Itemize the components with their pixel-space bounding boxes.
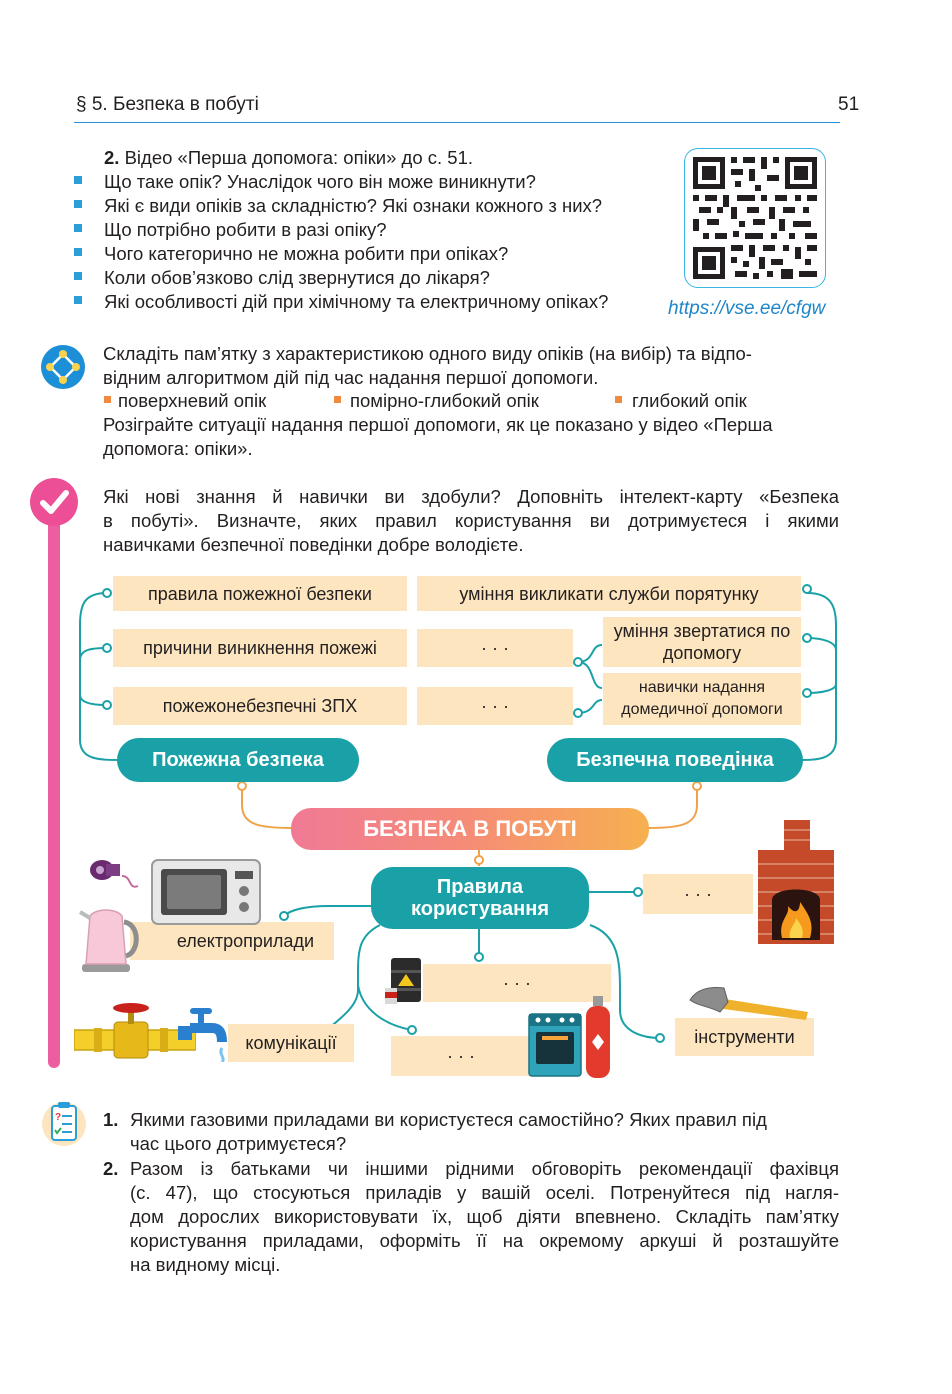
qr-link[interactable]: https://vse.ee/cfgw	[668, 298, 826, 319]
mindmap-center: БЕЗПЕКА В ПОБУТІ	[291, 808, 649, 850]
group-task-line: Складіть пам’ятку з характеристикою одного виду опіків (на вибір) та відпо-	[103, 343, 752, 364]
list-item: Що таке опік? Унаслідок чого він може виникнути?	[104, 171, 536, 192]
fire-safety-branch: Пожежна безпека	[117, 738, 359, 782]
gas-stove-icon	[528, 1012, 582, 1078]
task2-title-text: Відео «Перша допомога: опіки» до с. 51.	[124, 147, 474, 168]
usage-item-appliances: електроприлади	[130, 922, 334, 960]
group-task-line: відним алгоритмом дій під час надання першої допомоги.	[103, 367, 599, 388]
option-item: поверхневий опік	[118, 390, 267, 411]
homework-line: час цього дотримуєтеся?	[130, 1133, 347, 1154]
reflection-line: навичками безпечної поведінки добре володієте.	[103, 534, 524, 555]
safe-behavior-item: уміння звертатися по допомогу	[603, 617, 801, 667]
homework-line: Якими газовими приладами ви користуєтеся самостійно? Яких правил під	[130, 1109, 767, 1130]
electric-kettle-icon	[76, 904, 142, 974]
option-item: глибокий опік	[632, 390, 747, 411]
task2-number: 2.	[104, 147, 120, 168]
usage-item-communications: комунікації	[228, 1024, 354, 1062]
homework-line: на видному місці.	[130, 1254, 281, 1275]
safe-behavior-item: навички надання домедичної допомоги	[603, 673, 801, 725]
blank-box: · · ·	[417, 629, 573, 667]
fireplace-icon	[756, 820, 836, 944]
blank-box: · · ·	[391, 1036, 531, 1076]
blank-box: · · ·	[423, 964, 611, 1002]
microwave-icon	[151, 859, 261, 927]
blank-box: · · ·	[643, 874, 753, 914]
list-item: Чого категорично не можна робити при опіках?	[104, 243, 509, 264]
homework-item-1	[103, 1108, 839, 1156]
page-number: 51	[838, 94, 860, 115]
safe-behavior-item: уміння викликати служби порятунку	[417, 576, 801, 611]
group-task-line: Розіграйте ситуації надання першої допомоги, як це показано у відео «Перша	[103, 414, 773, 435]
fire-safety-item: пожежонебезпечні ЗПХ	[113, 687, 407, 725]
reflection-line: Які нові знання й навички ви здобули? Доповніть інтелект-карту «Безпека	[103, 486, 839, 507]
homework-number: 2.	[103, 1158, 119, 1179]
usage-rules-branch: Правила користування	[371, 867, 589, 929]
gas-cylinder-icon	[584, 996, 612, 1082]
hair-dryer-icon	[88, 856, 144, 894]
homework-line: дом дорослих використовувати їх, щоб діяти впевнено. Складіть пам’ятку	[130, 1206, 839, 1227]
safe-behavior-branch: Безпечна поведінка	[547, 738, 803, 782]
svg-text:?: ?	[55, 1112, 62, 1123]
homework-item-2	[103, 1157, 839, 1277]
homework-line: (с. 47), що стосуються приладів у вашій оселі. Потренуйтеся під нагля-	[130, 1182, 839, 1203]
list-item: Коли обов’язково слід звернутися до лікаря?	[104, 267, 490, 288]
water-tap-icon	[178, 1002, 230, 1062]
reflection-line: в побуті». Визначте, яких правил користування ви дотримуєтеся і якими	[103, 510, 839, 531]
hammer-icon	[688, 984, 810, 1026]
list-item: Що потрібно робити в разі опіку?	[104, 219, 387, 240]
chemical-barrel-icon	[385, 956, 425, 1006]
group-task-line: допомога: опіки».	[103, 438, 253, 459]
list-item: Які особливості дій при хімічному та електричному опіках?	[104, 291, 609, 312]
fire-safety-item: причини виникнення пожежі	[113, 629, 407, 667]
homework-checklist-icon	[40, 1098, 88, 1148]
usage-item-tools: інструменти	[675, 1018, 814, 1056]
blank-box: · · ·	[417, 687, 573, 725]
homework-line: користування приладами, оформіть її на окремому аркуші й розташуйте	[130, 1230, 839, 1251]
homework-number: 1.	[103, 1109, 119, 1130]
list-item: Які є види опіків за складністю? Які ознаки кожного з них?	[104, 195, 603, 216]
homework-line: Разом із батьками чи іншими рідними обговоріть рекомендації фахівця	[130, 1158, 839, 1179]
fire-safety-item: правила пожежної безпеки	[113, 576, 407, 611]
option-item: помірно-глибокий опік	[350, 390, 539, 411]
running-header-title: § 5. Безпека в побуті	[76, 94, 259, 115]
